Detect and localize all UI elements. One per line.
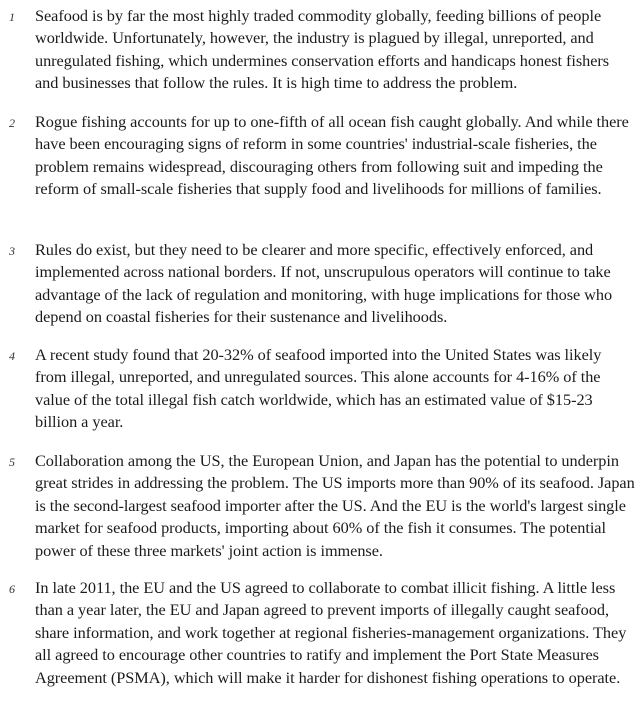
paragraph-text: Seafood is by far the most highly traded commodity globally, feeding billions of people worldwide. Unfortunately, however, the industry is plagued by illegal, unreported, and unregulated fishing, which undermines conservation efforts and handicaps honest fishers and businesses that follow the rules. It is high time to address the problem.: [35, 6, 610, 93]
paragraph-text: Collaboration among the US, the European Union, and Japan has the potential to underpin great strides in addressing the problem. The US imports more than 90% of its seafood. Japan is the second-largest seafood importer after the US. And the EU is the world's largest single market for seafood products, importing about 60% of the fish it consumes. The potential power of these three markets' joint action is immense.: [35, 451, 635, 560]
paragraph-number: 6: [9, 582, 15, 596]
paragraph-number: 1: [9, 10, 15, 24]
paragraph-text: A recent study found that 20-32% of seafood imported into the United States was likely from illegal, unreported, and unregulated sources. This alone accounts for 4-16% of the value of the total illegal fish catch worldwide, which has an estimated value of $15-23 billion a year.: [35, 345, 602, 432]
paragraph-number: 3: [9, 244, 15, 258]
paragraph-number: 2: [9, 116, 15, 130]
paragraph-text: In late 2011, the EU and the US agreed to collaborate to combat illicit fishing. A little less than a year later, the EU and Japan agreed to prevent imports of illegally caught seafood, share information, and work together at regional fisheries-management organizations. They all agreed to encourage other countries to ratify and implement the Port State Measures Agreement (PSMA), which will make it harder for dishonest fishing operations to operate.: [35, 578, 627, 687]
paragraph-text: Rogue fishing accounts for up to one-fifth of all ocean fish caught globally. And while there have been encouraging signs of reform in some countries' industrial-scale fisheries, the problem remains widespread, discouraging others from following suit and impeding the reform of small-scale fisheries that supply food and livelihoods for millions of families.: [35, 112, 629, 199]
paragraph-number: 4: [9, 349, 15, 363]
paragraph-number: 5: [9, 455, 15, 469]
paragraph-text: Rules do exist, but they need to be clearer and more specific, effectively enforced, and implemented across national borders. If not, unscrupulous operators will continue to take advantage of the lack of regulation and monitoring, with huge implications for those who depend on coastal fisheries for their sustenance and livelihoods.: [35, 240, 613, 327]
